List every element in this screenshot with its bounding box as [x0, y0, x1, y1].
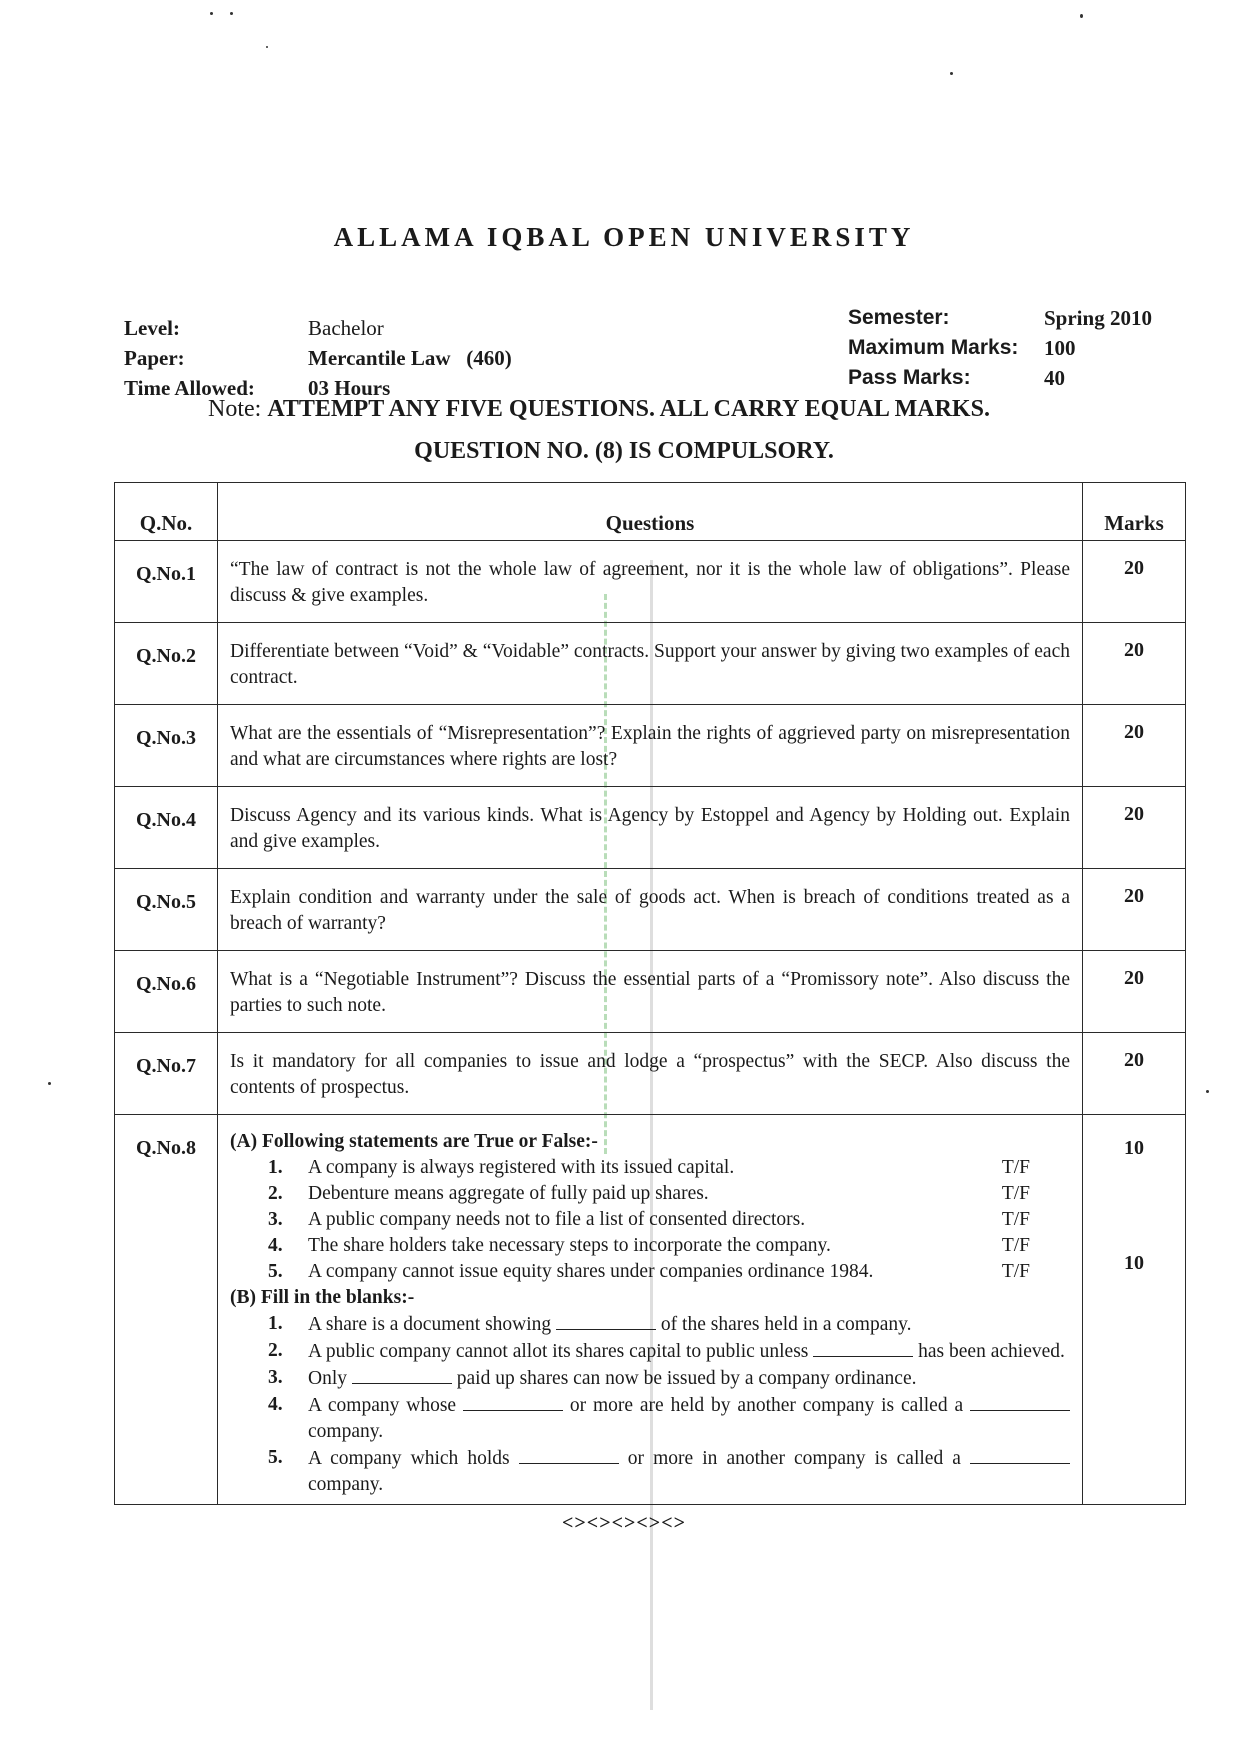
- table-row-q8: [115, 1115, 1186, 1505]
- pass-marks-row: [848, 366, 1188, 396]
- question-text: What is a “Negotiable Instrument”? Discuss the essential parts of a “Promissory note”. Also discuss the parties to such note.: [218, 951, 1083, 1033]
- list-item: [230, 1233, 1070, 1259]
- item-text: The share holders take necessary steps to incorporate the company.: [308, 1235, 831, 1256]
- true-false-marker: T/F: [1001, 1183, 1030, 1204]
- header-qno: Q.No.: [115, 483, 218, 541]
- blank-line: [463, 1392, 563, 1411]
- list-item: [230, 1338, 1070, 1365]
- item-number: 2.: [268, 1183, 283, 1204]
- scan-speck: [230, 12, 233, 15]
- semester-value: Spring 2010: [1044, 306, 1152, 330]
- section-a-title: (A) Following statements are True or False:-: [230, 1131, 598, 1152]
- question-marks: 20: [1083, 623, 1186, 705]
- max-marks-label: Maximum Marks:: [848, 336, 1019, 359]
- table-row: [115, 1033, 1186, 1115]
- table-row: [115, 705, 1186, 787]
- table-row: [115, 951, 1186, 1033]
- header-questions: Questions: [218, 483, 1083, 541]
- true-false-marker: T/F: [1001, 1261, 1030, 1282]
- item-text-after: or more are held by another company is called a: [562, 1395, 970, 1416]
- item-number: 5.: [268, 1261, 283, 1282]
- header-marks: Marks: [1083, 483, 1186, 541]
- question-text: What are the essentials of “Misrepresentation”? Explain the rights of aggrieved party on misrepresentation and what are circumstances where rights are lost?: [218, 705, 1083, 787]
- scan-speck: [1080, 14, 1083, 18]
- question-number: Q.No.8: [115, 1115, 218, 1505]
- section-b-title: (B) Fill in the blanks:-: [230, 1287, 415, 1308]
- list-item: [230, 1207, 1070, 1233]
- list-item: [230, 1311, 1070, 1338]
- semester-row: [848, 306, 1188, 336]
- question-number: Q.No.5: [115, 869, 218, 951]
- section-a-marks: 10: [1124, 1137, 1144, 1159]
- item-text-before: A share is a document showing: [308, 1314, 557, 1335]
- table-row: [115, 787, 1186, 869]
- question-number: Q.No.4: [115, 787, 218, 869]
- blank-line: [813, 1338, 913, 1357]
- item-text: A company cannot issue equity shares under companies ordinance 1984.: [308, 1261, 874, 1282]
- item-text-before: A public company cannot allot its shares capital to public unless: [308, 1341, 814, 1362]
- questions-table: [114, 482, 1186, 1505]
- true-false-marker: T/F: [1001, 1235, 1030, 1256]
- list-item: [230, 1181, 1070, 1207]
- blank-line: [352, 1365, 452, 1384]
- table-row: [115, 623, 1186, 705]
- item-text-after: of the shares held in a company.: [656, 1314, 912, 1335]
- question-text: Differentiate between “Void” & “Voidable” contracts. Support your answer by giving two examples of each contract.: [218, 623, 1083, 705]
- paper-label: Paper:: [124, 346, 185, 370]
- question-marks: 20: [1083, 705, 1186, 787]
- max-marks-value: 100: [1044, 336, 1076, 360]
- item-number: 4.: [268, 1235, 283, 1256]
- question-number: Q.No.7: [115, 1033, 218, 1115]
- question-marks: 20: [1083, 1033, 1186, 1115]
- question-8-marks: [1083, 1115, 1186, 1505]
- item-text: A public company needs not to file a list of consented directors.: [308, 1209, 806, 1230]
- true-false-marker: T/F: [1001, 1209, 1030, 1230]
- question-number: Q.No.2: [115, 623, 218, 705]
- time-value: 03 Hours: [308, 376, 391, 400]
- question-text: Is it mandatory for all companies to issue and lodge a “prospectus” with the SECP. Also discuss the contents of prospectus.: [218, 1033, 1083, 1115]
- item-number: 3.: [268, 1209, 283, 1230]
- section-b-list: [230, 1311, 1070, 1498]
- paper-value: Mercantile Law (460): [308, 346, 512, 370]
- item-text-end: company.: [308, 1421, 384, 1442]
- section-b-marks: 10: [1124, 1252, 1144, 1274]
- list-item: [230, 1365, 1070, 1392]
- blank-line: [556, 1311, 656, 1330]
- blank-line: [970, 1392, 1070, 1411]
- question-marks: 20: [1083, 869, 1186, 951]
- item-text-after: paid up shares can now be issued by a company ordinance.: [451, 1368, 917, 1389]
- item-text: A company is always registered with its issued capital.: [308, 1157, 735, 1178]
- instructions-note: [208, 396, 990, 423]
- item-text-after: has been achieved.: [913, 1341, 1065, 1362]
- question-number: Q.No.3: [115, 705, 218, 787]
- question-8-body: [218, 1115, 1083, 1505]
- blank-line: [519, 1445, 619, 1464]
- question-number: Q.No.1: [115, 541, 218, 623]
- list-item: [230, 1445, 1070, 1498]
- section-a-list: [230, 1155, 1070, 1285]
- item-text-before: A company which holds: [308, 1448, 519, 1469]
- question-marks: 20: [1083, 541, 1186, 623]
- university-title: ALLAMA IQBAL OPEN UNIVERSITY: [333, 222, 915, 252]
- scan-speck: [48, 1082, 51, 1085]
- note-text: ATTEMPT ANY FIVE QUESTIONS. ALL CARRY EQUAL MARKS.: [267, 396, 990, 422]
- semester-label: Semester:: [848, 306, 950, 329]
- pass-marks-label: Pass Marks:: [848, 366, 971, 389]
- question-text: Discuss Agency and its various kinds. What is Agency by Estoppel and Agency by Holding out. Explain and give examples.: [218, 787, 1083, 869]
- question-text: Explain condition and warranty under the sale of goods act. When is breach of conditions treated as a breach of warranty?: [218, 869, 1083, 951]
- item-text: Debenture means aggregate of fully paid up shares.: [308, 1183, 709, 1204]
- scan-speck: [210, 12, 213, 15]
- table-header-row: [115, 483, 1186, 541]
- level-label: Level:: [124, 316, 180, 340]
- question-marks: 20: [1083, 787, 1186, 869]
- end-of-paper-mark: <><><><><>: [562, 1512, 686, 1534]
- item-number: 2.: [268, 1340, 283, 1361]
- item-number: 1.: [268, 1313, 283, 1334]
- note-label: Note:: [208, 396, 262, 422]
- compulsory-note: QUESTION NO. (8) IS COMPULSORY.: [414, 438, 834, 464]
- list-item: [230, 1259, 1070, 1285]
- true-false-marker: T/F: [1001, 1157, 1030, 1178]
- item-number: 3.: [268, 1367, 283, 1388]
- list-item: [230, 1155, 1070, 1181]
- pass-marks-value: 40: [1044, 366, 1065, 390]
- item-number: 5.: [268, 1447, 283, 1468]
- exam-meta-right: [848, 306, 1188, 396]
- table-row: [115, 541, 1186, 623]
- time-label: Time Allowed:: [124, 376, 255, 400]
- max-marks-row: [848, 336, 1188, 366]
- scan-speck: [950, 72, 953, 75]
- scan-speck: [266, 46, 268, 48]
- item-text-before: Only: [308, 1368, 352, 1389]
- item-number: 4.: [268, 1394, 283, 1415]
- question-marks: 20: [1083, 951, 1186, 1033]
- question-text: “The law of contract is not the whole law of agreement, nor it is the whole law of obligations”. Please discuss & give examples.: [218, 541, 1083, 623]
- list-item: [230, 1392, 1070, 1445]
- item-number: 1.: [268, 1157, 283, 1178]
- question-number: Q.No.6: [115, 951, 218, 1033]
- item-text-end: company.: [308, 1474, 384, 1495]
- level-value: Bachelor: [308, 316, 384, 340]
- blank-line: [970, 1445, 1070, 1464]
- item-text-after: or more in another company is called a: [618, 1448, 971, 1469]
- item-text-before: A company whose: [308, 1395, 463, 1416]
- table-row: [115, 869, 1186, 951]
- scan-speck: [1206, 1090, 1209, 1093]
